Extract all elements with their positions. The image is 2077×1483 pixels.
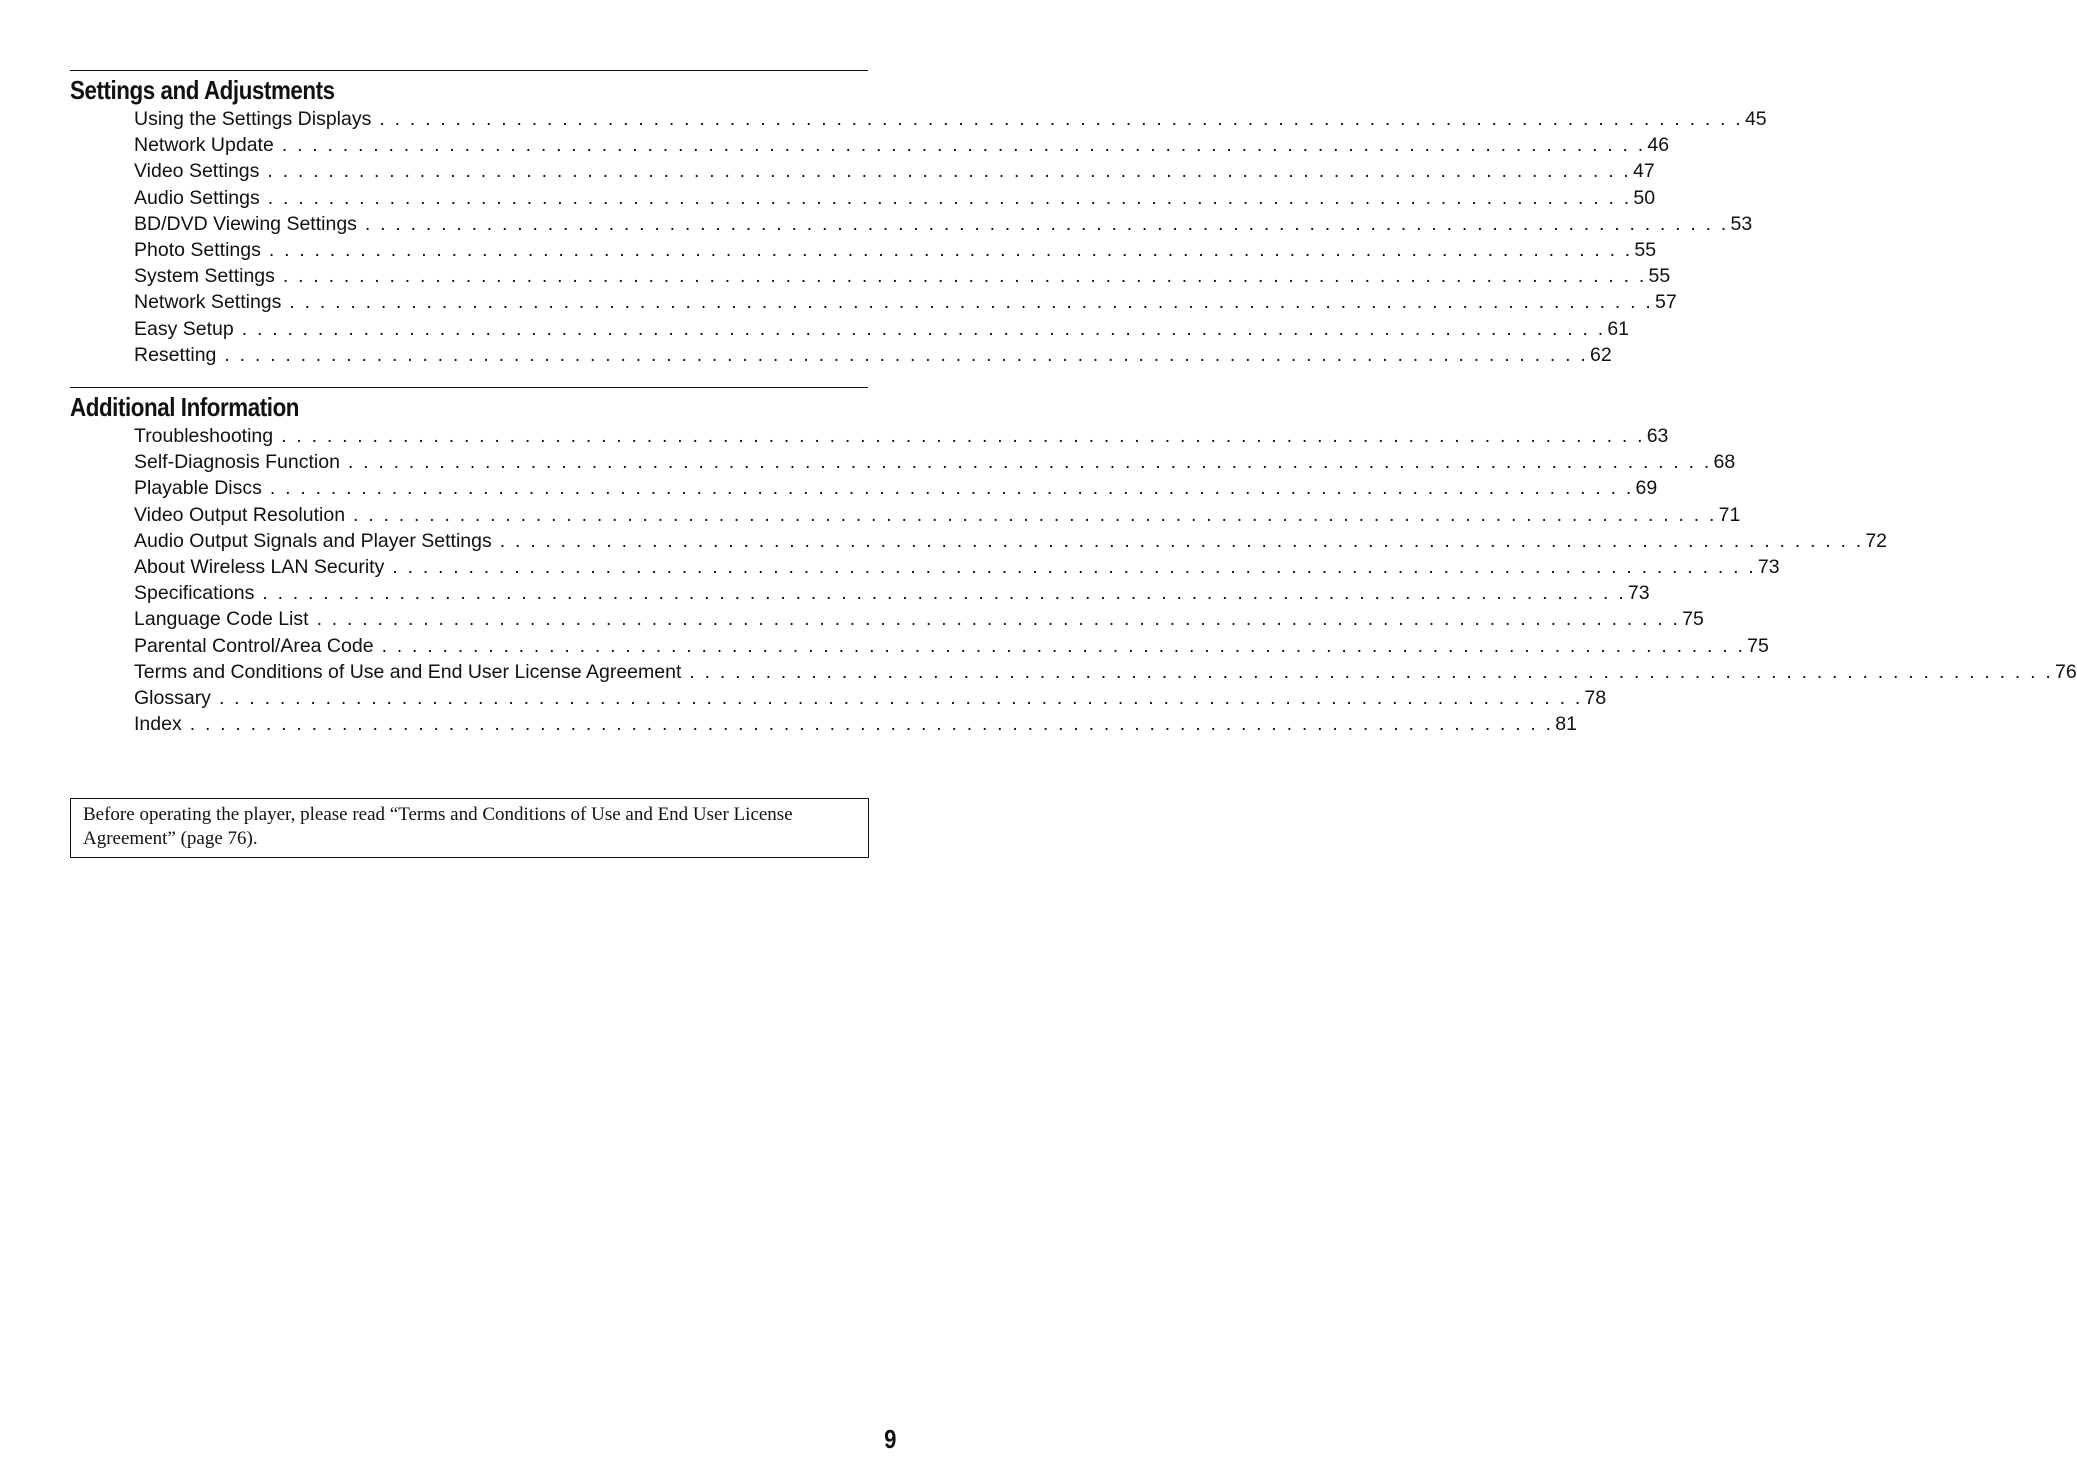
- toc-entry-page: 63: [1646, 425, 1669, 447]
- toc-entry-label: Parental Control/Area Code: [134, 634, 374, 657]
- leader-dots: . . . . . . . . . . . . . . . . . . . . . . . . . . . . . . . . . . . . . . . . . . . . . . . . . . . . . . . . . . . . . . . . . . . . . . . . . . . . . . . . . . . . . . . . . .: [281, 425, 1645, 447]
- toc-entry-label: Photo Settings: [134, 238, 261, 261]
- toc-entry-label: System Settings: [134, 265, 275, 288]
- notice-text: Before operating the player, please read “Terms and Conditions of Use and End User License Agreement” (page 76).: [83, 804, 793, 849]
- toc-entry[interactable]: [134, 475, 1658, 501]
- toc-entry[interactable]: [134, 289, 1677, 315]
- leader-dots: . . . . . . . . . . . . . . . . . . . . . . . . . . . . . . . . . . . . . . . . . . . . . . . . . . . . . . . . . . . . . . . . . . . . . . . . . . . . . . . . . . . . . . . . . .: [381, 634, 1746, 657]
- toc-entry[interactable]: [134, 185, 1656, 211]
- toc-entry[interactable]: [134, 263, 1671, 289]
- leader-dots: . . . . . . . . . . . . . . . . . . . . . . . . . . . . . . . . . . . . . . . . . . . . . . . . . . . . . . . . . . . . . . . . . . . . . . . . . . . . . . . . . . . . . . . . . .: [262, 582, 1626, 605]
- toc-entry[interactable]: [134, 606, 1704, 632]
- toc-entry-label: Using the Settings Displays: [134, 108, 372, 130]
- toc-entry-label: Troubleshooting: [134, 425, 274, 447]
- notice-box: [70, 798, 869, 858]
- toc-entry-label: Language Code List: [134, 608, 309, 631]
- section-additional-information: [70, 387, 2077, 737]
- section-heading: Additional Information: [70, 392, 300, 422]
- leader-dots: . . . . . . . . . . . . . . . . . . . . . . . . . . . . . . . . . . . . . . . . . . . . . . . . . . . . . . . . . . . . . . . . . . . . . . . . . . . . . . . . . . . . . . . . . .: [392, 555, 1756, 578]
- toc-entry-page: 62: [1589, 343, 1612, 366]
- toc-entry-label: Specifications: [134, 582, 255, 605]
- toc-entry[interactable]: [134, 502, 1741, 528]
- toc-entry[interactable]: [134, 580, 1650, 606]
- toc-entry-page: 45: [1744, 108, 1767, 130]
- toc-entry-label: Video Settings: [134, 160, 260, 183]
- toc-entry-label: Audio Settings: [134, 186, 260, 209]
- toc-entry[interactable]: [134, 423, 1669, 449]
- toc-entry[interactable]: [134, 237, 1657, 263]
- toc-entry[interactable]: [134, 528, 1888, 554]
- leader-dots: . . . . . . . . . . . . . . . . . . . . . . . . . . . . . . . . . . . . . . . . . . . . . . . . . . . . . . . . . . . . . . . . . . . . . . . . . . . . . . . . . . . . . . . . . .: [353, 503, 1717, 526]
- toc-entry-page: 78: [1584, 686, 1607, 709]
- toc-entry-page: 75: [1747, 634, 1769, 657]
- toc-entry-label: Audio Output Signals and Player Settings: [134, 529, 492, 552]
- leader-dots: . . . . . . . . . . . . . . . . . . . . . . . . . . . . . . . . . . . . . . . . . . . . . . . . . . . . . . . . . . . . . . . . . . . . . . . . . . . . . . . . . . . . . . . . . .: [282, 265, 1647, 288]
- toc-entry[interactable]: [134, 711, 1577, 737]
- toc-list: [70, 106, 1767, 368]
- toc-entry-page: 73: [1757, 555, 1780, 578]
- toc-entry-label: BD/DVD Viewing Settings: [134, 212, 357, 235]
- leader-dots: . . . . . . . . . . . . . . . . . . . . . . . . . . . . . . . . . . . . . . . . . . . . . . . . . . . . . . . . . . . . . . . . . . . . . . . . . . . . . . . . . . . . . . . . . .: [218, 686, 1583, 709]
- toc-entry[interactable]: [134, 211, 1753, 237]
- leader-dots: . . . . . . . . . . . . . . . . . . . . . . . . . . . . . . . . . . . . . . . . . . . . . . . . . . . . . . . . . . . . . . . . . . . . . . . . . . . . . . . . . . . . . . . . . .: [267, 186, 1632, 209]
- leader-dots: . . . . . . . . . . . . . . . . . . . . . . . . . . . . . . . . . . . . . . . . . . . . . . . . . . . . . . . . . . . . . . . . . . . . . . . . . . . . . . . . . . . . . . . . . .: [316, 608, 1681, 631]
- toc-entry-label: Index: [134, 713, 182, 736]
- leader-dots: . . . . . . . . . . . . . . . . . . . . . . . . . . . . . . . . . . . . . . . . . . . . . . . . . . . . . . . . . . . . . . . . . . . . . . . . . . . . . . . . . . . . . . . . . .: [268, 238, 1633, 261]
- toc-entry[interactable]: [134, 554, 1780, 580]
- toc-entry-label: Playable Discs: [134, 477, 262, 500]
- toc-entry-page: 75: [1682, 608, 1704, 631]
- toc-entry-page: 61: [1607, 317, 1630, 340]
- leader-dots: . . . . . . . . . . . . . . . . . . . . . . . . . . . . . . . . . . . . . . . . . . . . . . . . . . . . . . . . . . . . . . . . . . . . . . . . . . . . . . . . . . . . . . . . . .: [189, 713, 1554, 736]
- toc-entry[interactable]: [134, 316, 1630, 342]
- leader-dots: . . . . . . . . . . . . . . . . . . . . . . . . . . . . . . . . . . . . . . . . . . . . . . . . . . . . . . . . . . . . . . . . . . . . . . . . . . . . . . . . . . . . . . . . . .: [267, 160, 1631, 183]
- toc-entry-page: 71: [1718, 503, 1741, 526]
- section-settings-and-adjustments: [70, 70, 1767, 368]
- toc-entry[interactable]: [134, 659, 2077, 685]
- toc-entry-label: Resetting: [134, 343, 217, 366]
- toc-entry[interactable]: [134, 633, 1769, 659]
- toc-entry[interactable]: [134, 449, 1736, 475]
- toc-entry-page: 57: [1654, 291, 1677, 314]
- toc-entry-page: 73: [1627, 582, 1650, 605]
- leader-dots: . . . . . . . . . . . . . . . . . . . . . . . . . . . . . . . . . . . . . . . . . . . . . . . . . . . . . . . . . . . . . . . . . . . . . . . . . . . . . . . . . . . . . . . . . .: [241, 317, 1606, 340]
- toc-entry-label: About Wireless LAN Security: [134, 555, 385, 578]
- leader-dots: . . . . . . . . . . . . . . . . . . . . . . . . . . . . . . . . . . . . . . . . . . . . . . . . . . . . . . . . . . . . . . . . . . . . . . . . . . . . . . . . . . . . . . . . . .: [281, 134, 1646, 157]
- section-heading: Settings and Adjustments: [70, 75, 335, 105]
- toc-entry[interactable]: [134, 132, 1670, 158]
- toc-entry[interactable]: [134, 158, 1655, 184]
- toc-entry-label: Glossary: [134, 686, 211, 709]
- toc-entry-page: 68: [1713, 451, 1736, 474]
- leader-dots: . . . . . . . . . . . . . . . . . . . . . . . . . . . . . . . . . . . . . . . . . . . . . . . . . . . . . . . . . . . . . . . . . . . . . . . . . . . . . . . . . . . . . . . . . .: [364, 212, 1729, 235]
- toc-entry-page: 53: [1730, 212, 1753, 235]
- leader-dots: . . . . . . . . . . . . . . . . . . . . . . . . . . . . . . . . . . . . . . . . . . . . . . . . . . . . . . . . . . . . . . . . . . . . . . . . . . . . . . . . . . . . . . . . . .: [224, 343, 1588, 366]
- toc-entry[interactable]: [134, 106, 1767, 132]
- toc-entry-page: 76: [2054, 660, 2077, 683]
- leader-dots: . . . . . . . . . . . . . . . . . . . . . . . . . . . . . . . . . . . . . . . . . . . . . . . . . . . . . . . . . . . . . . . . . . . . . . . . . . . . . . . . . . . . . . . . . .: [379, 108, 1743, 130]
- toc-entry-page: 47: [1632, 160, 1655, 183]
- leader-dots: . . . . . . . . . . . . . . . . . . . . . . . . . . . . . . . . . . . . . . . . . . . . . . . . . . . . . . . . . . . . . . . . . . . . . . . . . . . . . . . . . . . . . . . . . .: [269, 477, 1634, 500]
- toc-entry-page: 50: [1633, 186, 1656, 209]
- toc-entry-label: Network Update: [134, 134, 274, 157]
- toc-entry-label: Easy Setup: [134, 317, 234, 340]
- toc-entry-label: Self-Diagnosis Function: [134, 451, 340, 474]
- leader-dots: . . . . . . . . . . . . . . . . . . . . . . . . . . . . . . . . . . . . . . . . . . . . . . . . . . . . . . . . . . . . . . . . . . . . . . . . . . . . . . . . . . . . . . . . . .: [499, 529, 1864, 552]
- leader-dots: . . . . . . . . . . . . . . . . . . . . . . . . . . . . . . . . . . . . . . . . . . . . . . . . . . . . . . . . . . . . . . . . . . . . . . . . . . . . . . . . . . . . . . . . . .: [347, 451, 1712, 474]
- toc-entry-page: 46: [1647, 134, 1670, 157]
- toc-entry-page: 81: [1555, 713, 1577, 736]
- toc-entry[interactable]: [134, 685, 1607, 711]
- page-number: 9: [883, 1424, 896, 1454]
- leader-dots: . . . . . . . . . . . . . . . . . . . . . . . . . . . . . . . . . . . . . . . . . . . . . . . . . . . . . . . . . . . . . . . . . . . . . . . . . . . . . . . . . . . . . . . . . .: [289, 291, 1653, 314]
- toc-entry-label: Network Settings: [134, 291, 282, 314]
- toc-entry[interactable]: [134, 342, 1612, 368]
- toc-entry-label: Video Output Resolution: [134, 503, 346, 526]
- toc-entry-page: 72: [1865, 529, 1888, 552]
- toc-entry-page: 55: [1634, 238, 1657, 261]
- leader-dots: . . . . . . . . . . . . . . . . . . . . . . . . . . . . . . . . . . . . . . . . . . . . . . . . . . . . . . . . . . . . . . . . . . . . . . . . . . . . . . . . . . . . . . . . . .: [689, 660, 2053, 683]
- toc-entry-page: 69: [1635, 477, 1658, 500]
- toc-entry-label: Terms and Conditions of Use and End User License Agreement: [134, 660, 682, 683]
- toc-list: [70, 423, 2077, 737]
- toc-entry-page: 55: [1648, 265, 1671, 288]
